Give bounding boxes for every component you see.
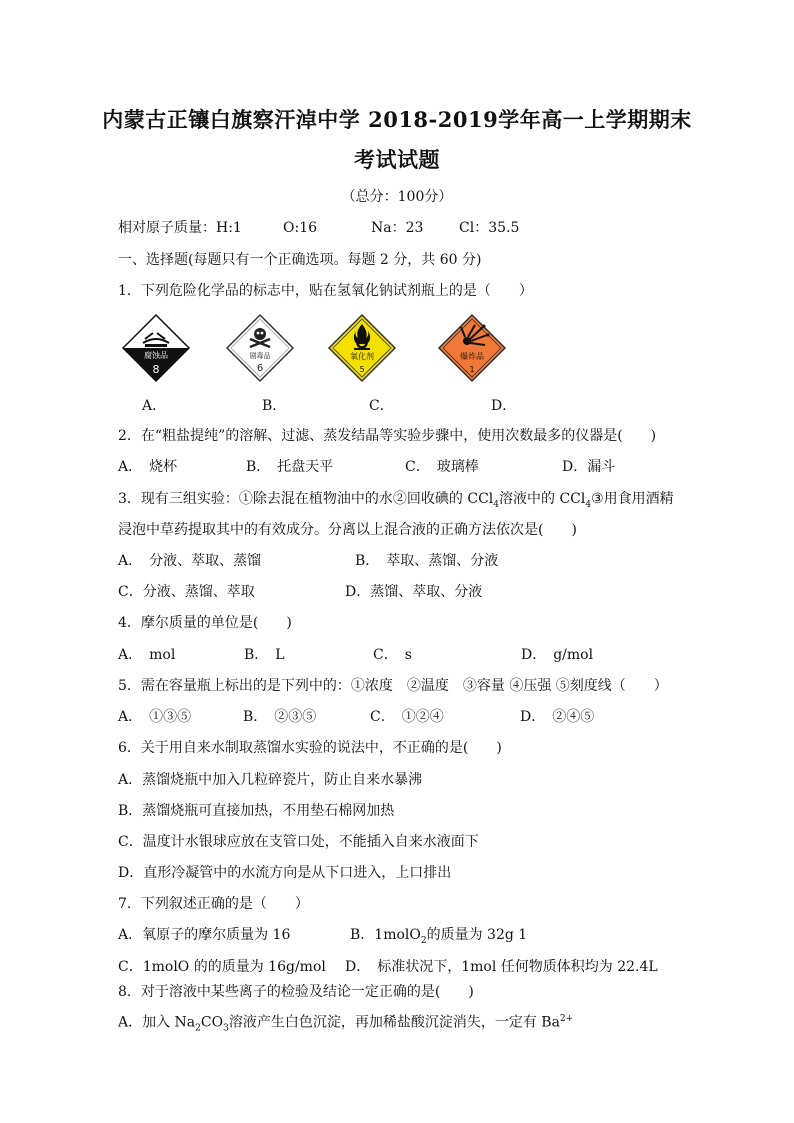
total-score: （总分：100分）: [341, 189, 453, 205]
q2-stem: 2．在“粗盐提纯”的溶解、过滤、蒸发结晶等实验步骤中，使用次数最多的仪器是( ): [118, 428, 657, 444]
atomic-mass-cl: Cl：35.5: [459, 220, 520, 236]
q3-stem-line-1: [118, 490, 674, 514]
q3-stem-sub2: 4: [585, 499, 592, 510]
q7-option-b-part1: B．1molO: [350, 927, 421, 943]
sign-toxic-num: 6: [256, 363, 264, 374]
q5-option-b: B． ②③⑤: [243, 709, 317, 725]
title-line-1: 内蒙古正镶白旗察汗淖中学 2018-2019学年高一上学期期末: [102, 107, 692, 132]
q1-option-b: B．: [262, 398, 287, 414]
q8-stem: 8．对于溶液中某些离子的检验及结论一定正确的是( ): [118, 984, 474, 1000]
q5-option-a: A． ①③⑤: [118, 709, 192, 725]
q3-stem-part2: 溶液中的 CCl: [499, 491, 586, 507]
sign-explosive-text: 爆炸品: [460, 352, 484, 361]
q3-stem-sub1: 4: [493, 499, 499, 510]
q1-option-a: A．: [142, 398, 167, 414]
atomic-mass-na: Na：23: [371, 220, 424, 236]
q7-stem: 7．下列叙述正确的是（ ）: [118, 896, 309, 912]
q3-option-c: C．分液、蒸馏、萃取: [118, 584, 255, 600]
q8-option-a-part1: A．加入 Na: [118, 1014, 196, 1031]
q1-stem: 1．下列危险化学品的标志中，贴在氢氧化钠试剂瓶上的是（ ）: [118, 283, 533, 299]
q7-option-d: D． 标准状况下，1mol 任何物质体积均为 22.4L: [345, 959, 658, 975]
sign-corrosive: [121, 313, 191, 383]
sign-oxidizer-num: 5: [359, 365, 365, 374]
q4-option-a: A． mol: [118, 647, 176, 663]
q4-option-d: D． g/mol: [521, 647, 594, 663]
q5-option-d: D． ②④⑤: [520, 709, 595, 725]
q3-option-b: B． 萃取、蒸馏、分液: [355, 553, 499, 569]
q3-option-a: A． 分液、萃取、蒸馏: [118, 553, 262, 569]
sign-oxidizer: [327, 313, 397, 383]
sign-corrosive-num: 8: [152, 363, 160, 376]
q6-option-d: D．直形冷凝管中的水流方向是从下口进入，上口排出: [118, 865, 452, 881]
q4-option-c: C． s: [373, 647, 412, 663]
sign-oxidizer-text: 氧化剂: [350, 352, 374, 361]
section-heading: 一、选择题(每题只有一个正确选项。每题 2 分，共 60 分): [118, 252, 482, 268]
q6-stem: 6．关于用自来水制取蒸馏水实验的说法中，不正确的是( ): [118, 740, 502, 756]
sign-toxic: [225, 313, 295, 383]
q5-option-c: C． ①②④: [370, 709, 444, 725]
q6-option-c: C．温度计水银球应放在支管口处，不能插入自来水液面下: [118, 834, 479, 850]
q8-option-a-part3: 溶液产生白色沉淀，再加稀盐酸沉淀消失，一定有 Ba: [228, 1014, 560, 1031]
atomic-mass-h: 相对原子质量：H:1: [118, 220, 242, 236]
q3-stem-part3: ③用食用酒精: [591, 491, 674, 507]
q1-option-c: C．: [369, 398, 394, 414]
sign-corrosive-text: 腐蚀品: [144, 351, 168, 360]
q8-option-a: [118, 1010, 573, 1037]
q3-stem-line-2: 浸泡中草药提取其中的有效成分。分离以上混合液的正确方法依次是( ): [118, 522, 577, 538]
atomic-mass-o: O:16: [283, 220, 318, 236]
atomic-mass-line: [118, 219, 520, 237]
sign-toxic-text: 剧毒品: [249, 352, 271, 360]
q2-option-b: B． 托盘天平: [246, 459, 334, 475]
q2-option-a: A． 烧杯: [118, 459, 178, 475]
q4-option-b: B． L: [244, 647, 285, 663]
q2-option-d: D．漏斗: [562, 459, 616, 475]
q5-stem: 5．需在容量瓶上标出的是下列中的：①浓度 ②温度 ③容量 ④压强 ⑤刻度线（ ）: [118, 678, 668, 694]
q8-option-a-sub1: 2: [195, 1023, 201, 1034]
title-line-2: 考试试题: [354, 147, 440, 172]
sign-explosive-num: 1: [469, 365, 475, 374]
q1-option-d: D．: [491, 398, 517, 414]
q7-option-b: [350, 926, 527, 950]
q3-stem-part1: 3．现有三组实验：①除去混在植物油中的水②回收碘的 CCl: [118, 491, 494, 507]
q4-stem: 4．摩尔质量的单位是( ): [118, 615, 292, 631]
q7-option-a: A．氧原子的摩尔质量为 16: [118, 927, 291, 943]
q7-option-b-sub: 2: [420, 935, 427, 946]
q3-option-d: D．蒸馏、萃取、分液: [345, 584, 483, 600]
q8-option-a-sup: 2+: [559, 1014, 574, 1024]
q7-option-c: C．1molO 的的质量为 16g/mol: [118, 959, 326, 975]
q2-option-c: C． 玻璃棒: [405, 459, 479, 475]
q8-option-a-part2: CO: [200, 1014, 224, 1031]
q8-option-a-sub2: 3: [223, 1023, 229, 1034]
q7-option-b-part2: 的质量为 32g 1: [426, 927, 528, 943]
sign-explosive: [437, 313, 507, 383]
q6-option-b: B．蒸馏烧瓶可直接加热，不用垫石棉网加热: [118, 803, 395, 819]
q6-option-a: A．蒸馏烧瓶中加入几粒碎瓷片，防止自来水暴沸: [118, 772, 423, 788]
